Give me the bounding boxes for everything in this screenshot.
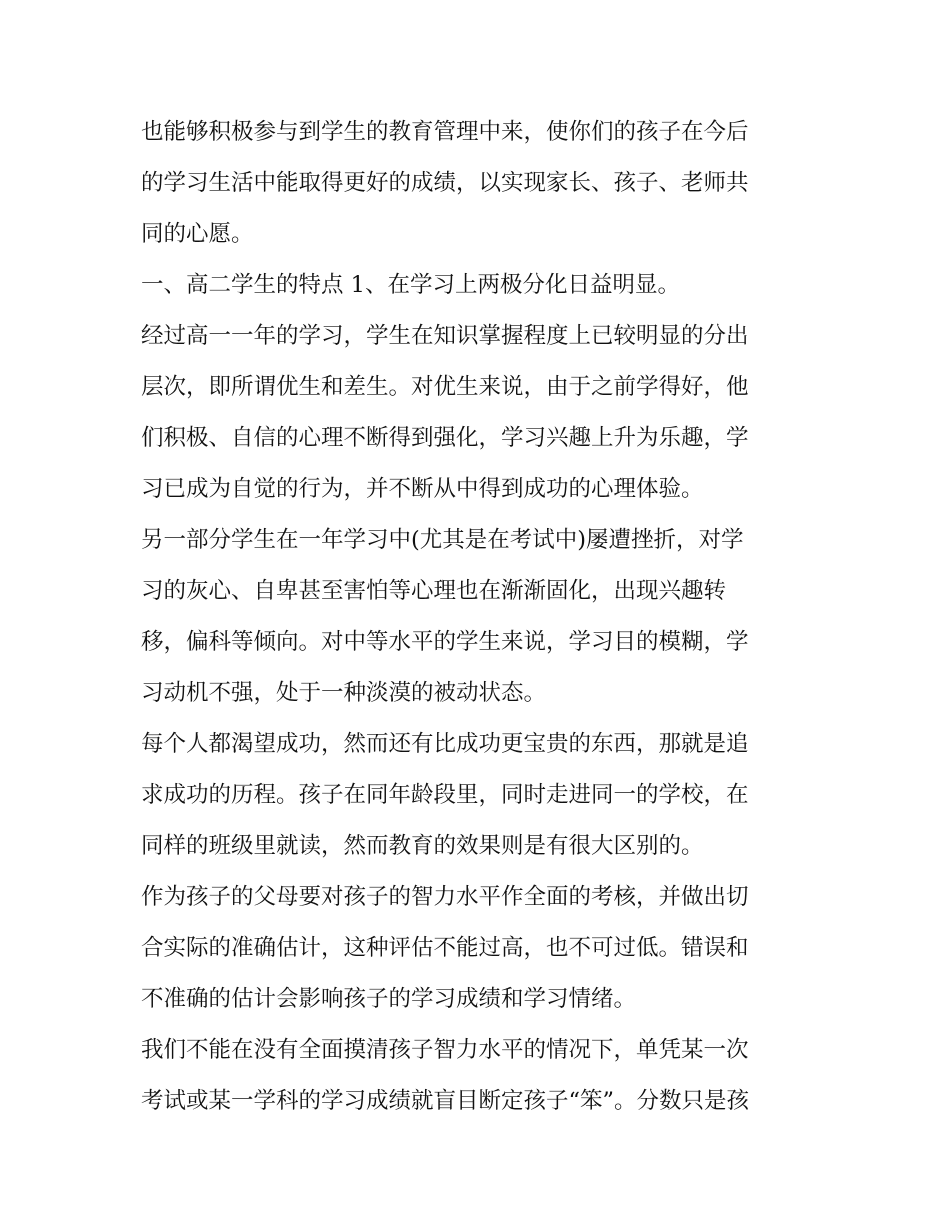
section-heading-line: 一、高二学生的特点 1、在学习上两极分化日益明显。 [141, 272, 680, 298]
text-line: 经过高一一年的学习，学生在知识掌握程度上已较明显的分出 [141, 323, 749, 349]
text-line: 我们不能在没有全面摸清孩子智力水平的情况下，单凭某一次 [141, 1037, 749, 1063]
text-line: 习的灰心、自卑甚至害怕等心理也在渐渐固化，出现兴趣转 [141, 578, 727, 604]
text-line: 移，偏科等倾向。对中等水平的学生来说，学习目的模糊，学 [141, 629, 749, 655]
text-line: 考试或某一学科的学习成绩就盲目断定孩子“笨”。分数只是孩 [141, 1088, 750, 1114]
text-line: 习动机不强，处于一种淡漠的被动状态。 [141, 680, 547, 706]
text-line: 求成功的历程。孩子在同年龄段里，同时走进同一的学校，在 [141, 782, 749, 808]
text-line: 同的心愿。 [141, 221, 254, 247]
text-line: 的学习生活中能取得更好的成绩，以实现家长、孩子、老师共 [141, 170, 749, 196]
text-line: 层次，即所谓优生和差生。对优生来说，由于之前学得好，他 [141, 374, 749, 400]
text-line: 也能够积极参与到学生的教育管理中来，使你们的孩子在今后 [141, 119, 749, 145]
text-line: 们积极、自信的心理不断得到强化，学习兴趣上升为乐趣，学 [141, 425, 749, 451]
text-line: 不准确的估计会影响孩子的学习成绩和学习情绪。 [141, 986, 637, 1012]
text-line: 作为孩子的父母要对孩子的智力水平作全面的考核，并做出切 [141, 884, 749, 910]
body-text [141, 107, 821, 1127]
text-line: 合实际的准确估计，这种评估不能过高，也不可过低。错误和 [141, 935, 749, 961]
text-line: 习已成为自觉的行为，并不断从中得到成功的心理体验。 [141, 476, 704, 502]
text-line: 每个人都渴望成功，然而还有比成功更宝贵的东西，那就是追 [141, 731, 749, 757]
text-line: 另一部分学生在一年学习中(尤其是在考试中)屡遭挫折，对学 [141, 527, 744, 553]
text-line: 同样的班级里就读，然而教育的效果则是有很大区别的。 [141, 833, 704, 859]
